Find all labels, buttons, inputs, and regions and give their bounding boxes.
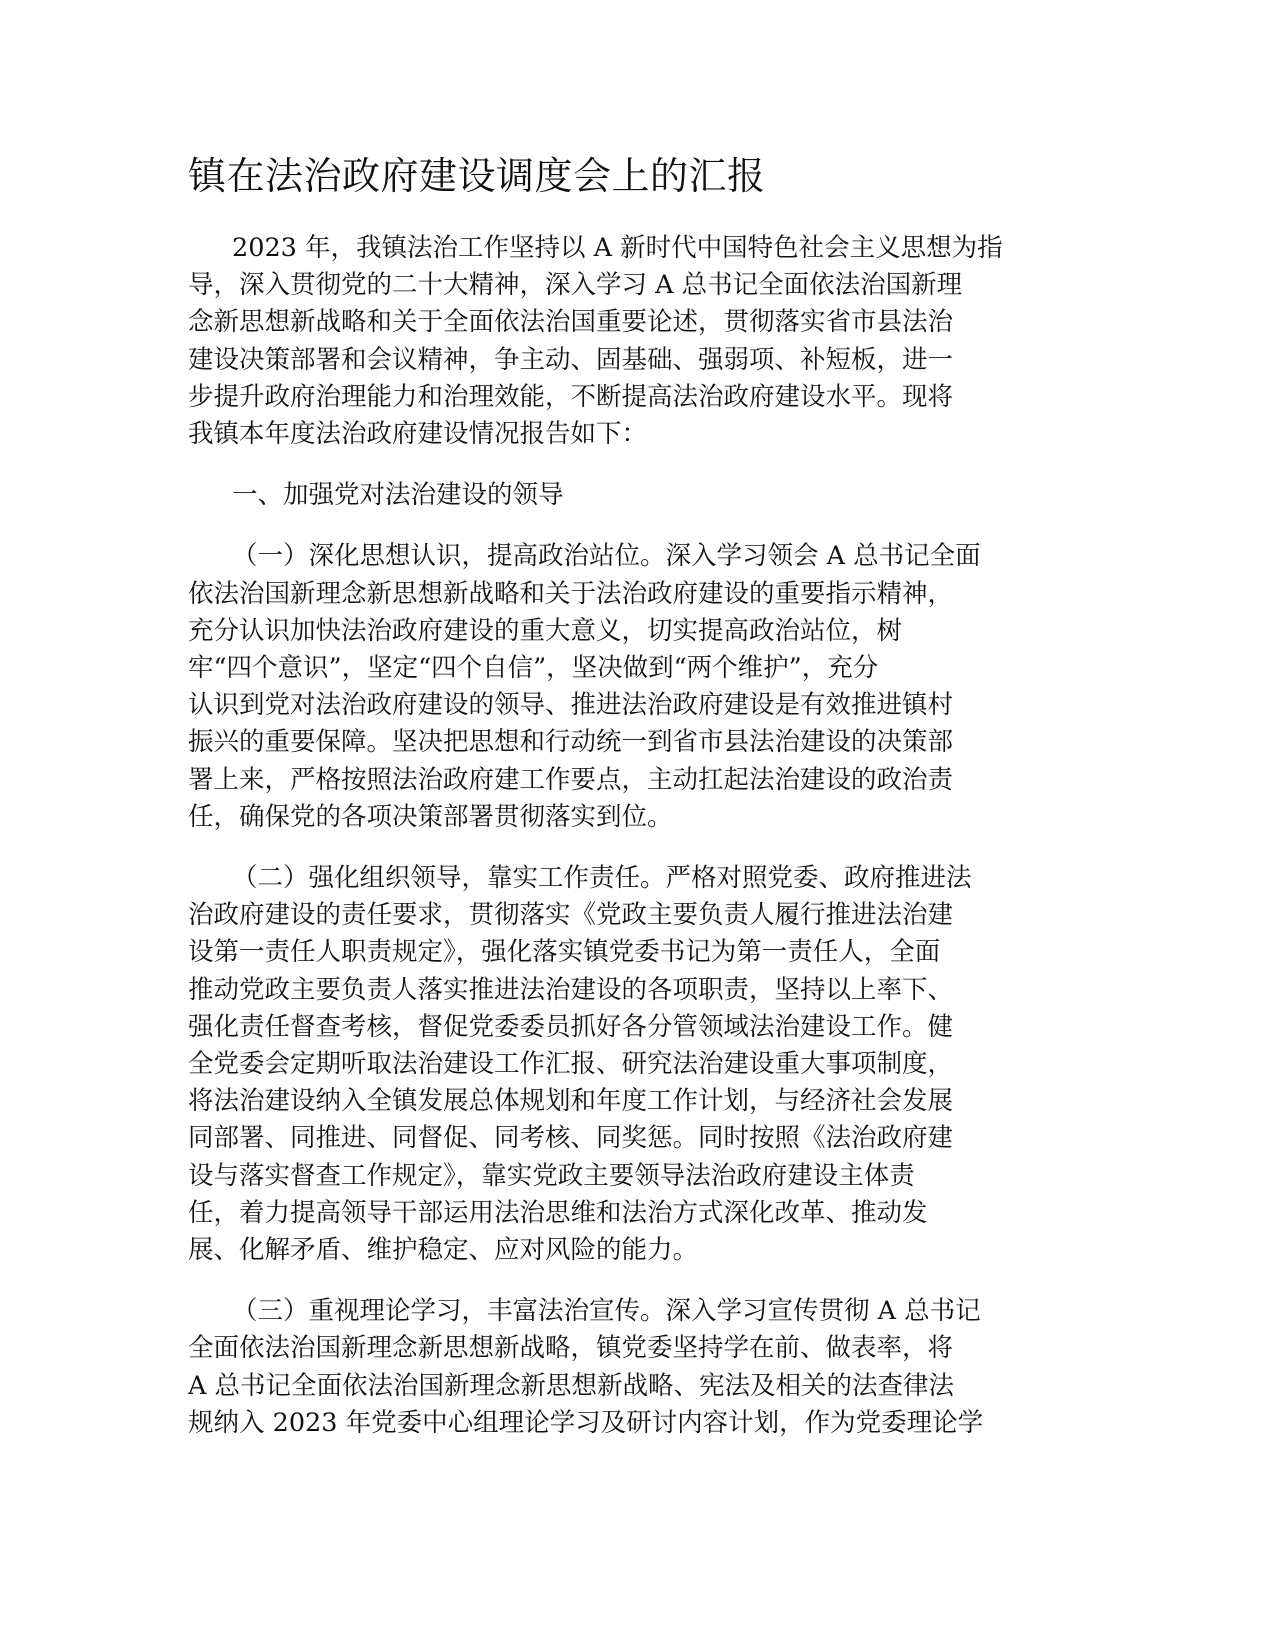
document-page <box>188 150 1088 1466</box>
paragraph-line: 念新思想新战略和关于全面依法治国重要论述，贯彻落实省市县法治 <box>188 307 954 338</box>
paragraph-line: （一）深化思想认识，提高政治站位。深入学习领会 A 总书记全面 <box>232 541 981 572</box>
paragraph-line: 建设决策部署和会议精神，争主动、固基础、强弱项、补短板，进一 <box>188 344 954 375</box>
paragraph-line: （二）强化组织领导，靠实工作责任。严格对照党委、政府推进法 <box>232 863 972 894</box>
paragraph-line: 全面依法治国新理念新思想新战略，镇党委坚持学在前、做表率，将 <box>188 1333 954 1364</box>
paragraph-line: 署上来，严格按照法治政府建工作要点，主动扛起法治建设的政治责 <box>188 764 954 795</box>
paragraph-line: （三）重视理论学习，丰富法治宣传。深入学习宣传贯彻 A 总书记 <box>232 1296 981 1327</box>
intro-paragraph <box>188 230 1088 453</box>
paragraph-line: A 总书记全面依法治国新理念新思想新战略、宪法及相关的法查律法 <box>188 1370 955 1401</box>
paragraph-line: 步提升政府治理能力和治理效能，不断提高法治政府建设水平。现将 <box>188 381 954 412</box>
paragraph-2 <box>188 860 1088 1269</box>
paragraph-line: 我镇本年度法治政府建设情况报告如下： <box>188 419 648 450</box>
paragraph-line: 同部署、同推进、同督促、同考核、同奖惩。同时按照《法治政府建 <box>188 1123 954 1154</box>
document-title: 镇在法治政府建设调度会上的汇报 <box>188 154 766 198</box>
paragraph-line: 2023 年，我镇法治工作坚持以 A 新时代中国特色社会主义思想为指 <box>232 233 1003 263</box>
paragraph-3 <box>188 1293 1088 1442</box>
paragraph-line: 将法治建设纳入全镇发展总体规划和年度工作计划，与经济社会发展 <box>188 1086 954 1117</box>
paragraph-line: 振兴的重要保障。坚决把思想和行动统一到省市县法治建设的决策部 <box>188 727 954 758</box>
paragraph-line: 强化责任督查考核，督促党委委员抓好各分管领域法治建设工作。健 <box>188 1011 954 1042</box>
paragraph-line: 认识到党对法治政府建设的领导、推进法治政府建设是有效推进镇村 <box>188 690 954 721</box>
paragraph-line: 牢“四个意识”，坚定“四个自信”，坚决做到“两个维护”，充分 <box>188 653 879 684</box>
paragraph-line: 依法治国新理念新思想新战略和关于法治政府建设的重要指示精神， <box>188 578 954 609</box>
paragraph-line: 推动党政主要负责人落实推进法治建设的各项职责，坚持以上率下、 <box>188 974 954 1005</box>
paragraph-line: 全党委会定期听取法治建设工作汇报、研究法治建设重大事项制度， <box>188 1049 954 1080</box>
paragraph-line: 设与落实督查工作规定》，靠实党政主要领导法治政府建设主体责 <box>188 1160 915 1191</box>
paragraph-1 <box>188 538 1088 836</box>
paragraph-line: 任，确保党的各项决策部署贯彻落实到位。 <box>188 801 673 832</box>
paragraph-line: 导，深入贯彻党的二十大精神，深入学习 A 总书记全面依法治国新理 <box>188 270 963 301</box>
paragraph-line: 设第一责任人职责规定》，强化落实镇党委书记为第一责任人，全面 <box>188 937 941 968</box>
section-heading: 一、加强党对法治建设的领导 <box>232 480 564 511</box>
paragraph-line: 治政府建设的责任要求，贯彻落实《党政主要负责人履行推进法治建 <box>188 900 954 931</box>
paragraph-line: 展、化解矛盾、维护稳定、应对风险的能力。 <box>188 1235 699 1266</box>
paragraph-line: 任，着力提高领导干部运用法治思维和法治方式深化改革、推动发 <box>188 1197 928 1228</box>
paragraph-line: 充分认识加快法治政府建设的重大意义，切实提高政治站位，树 <box>188 615 903 646</box>
paragraph-line: 规纳入 2023 年党委中心组理论学习及研讨内容计划，作为党委理论学 <box>188 1407 984 1438</box>
